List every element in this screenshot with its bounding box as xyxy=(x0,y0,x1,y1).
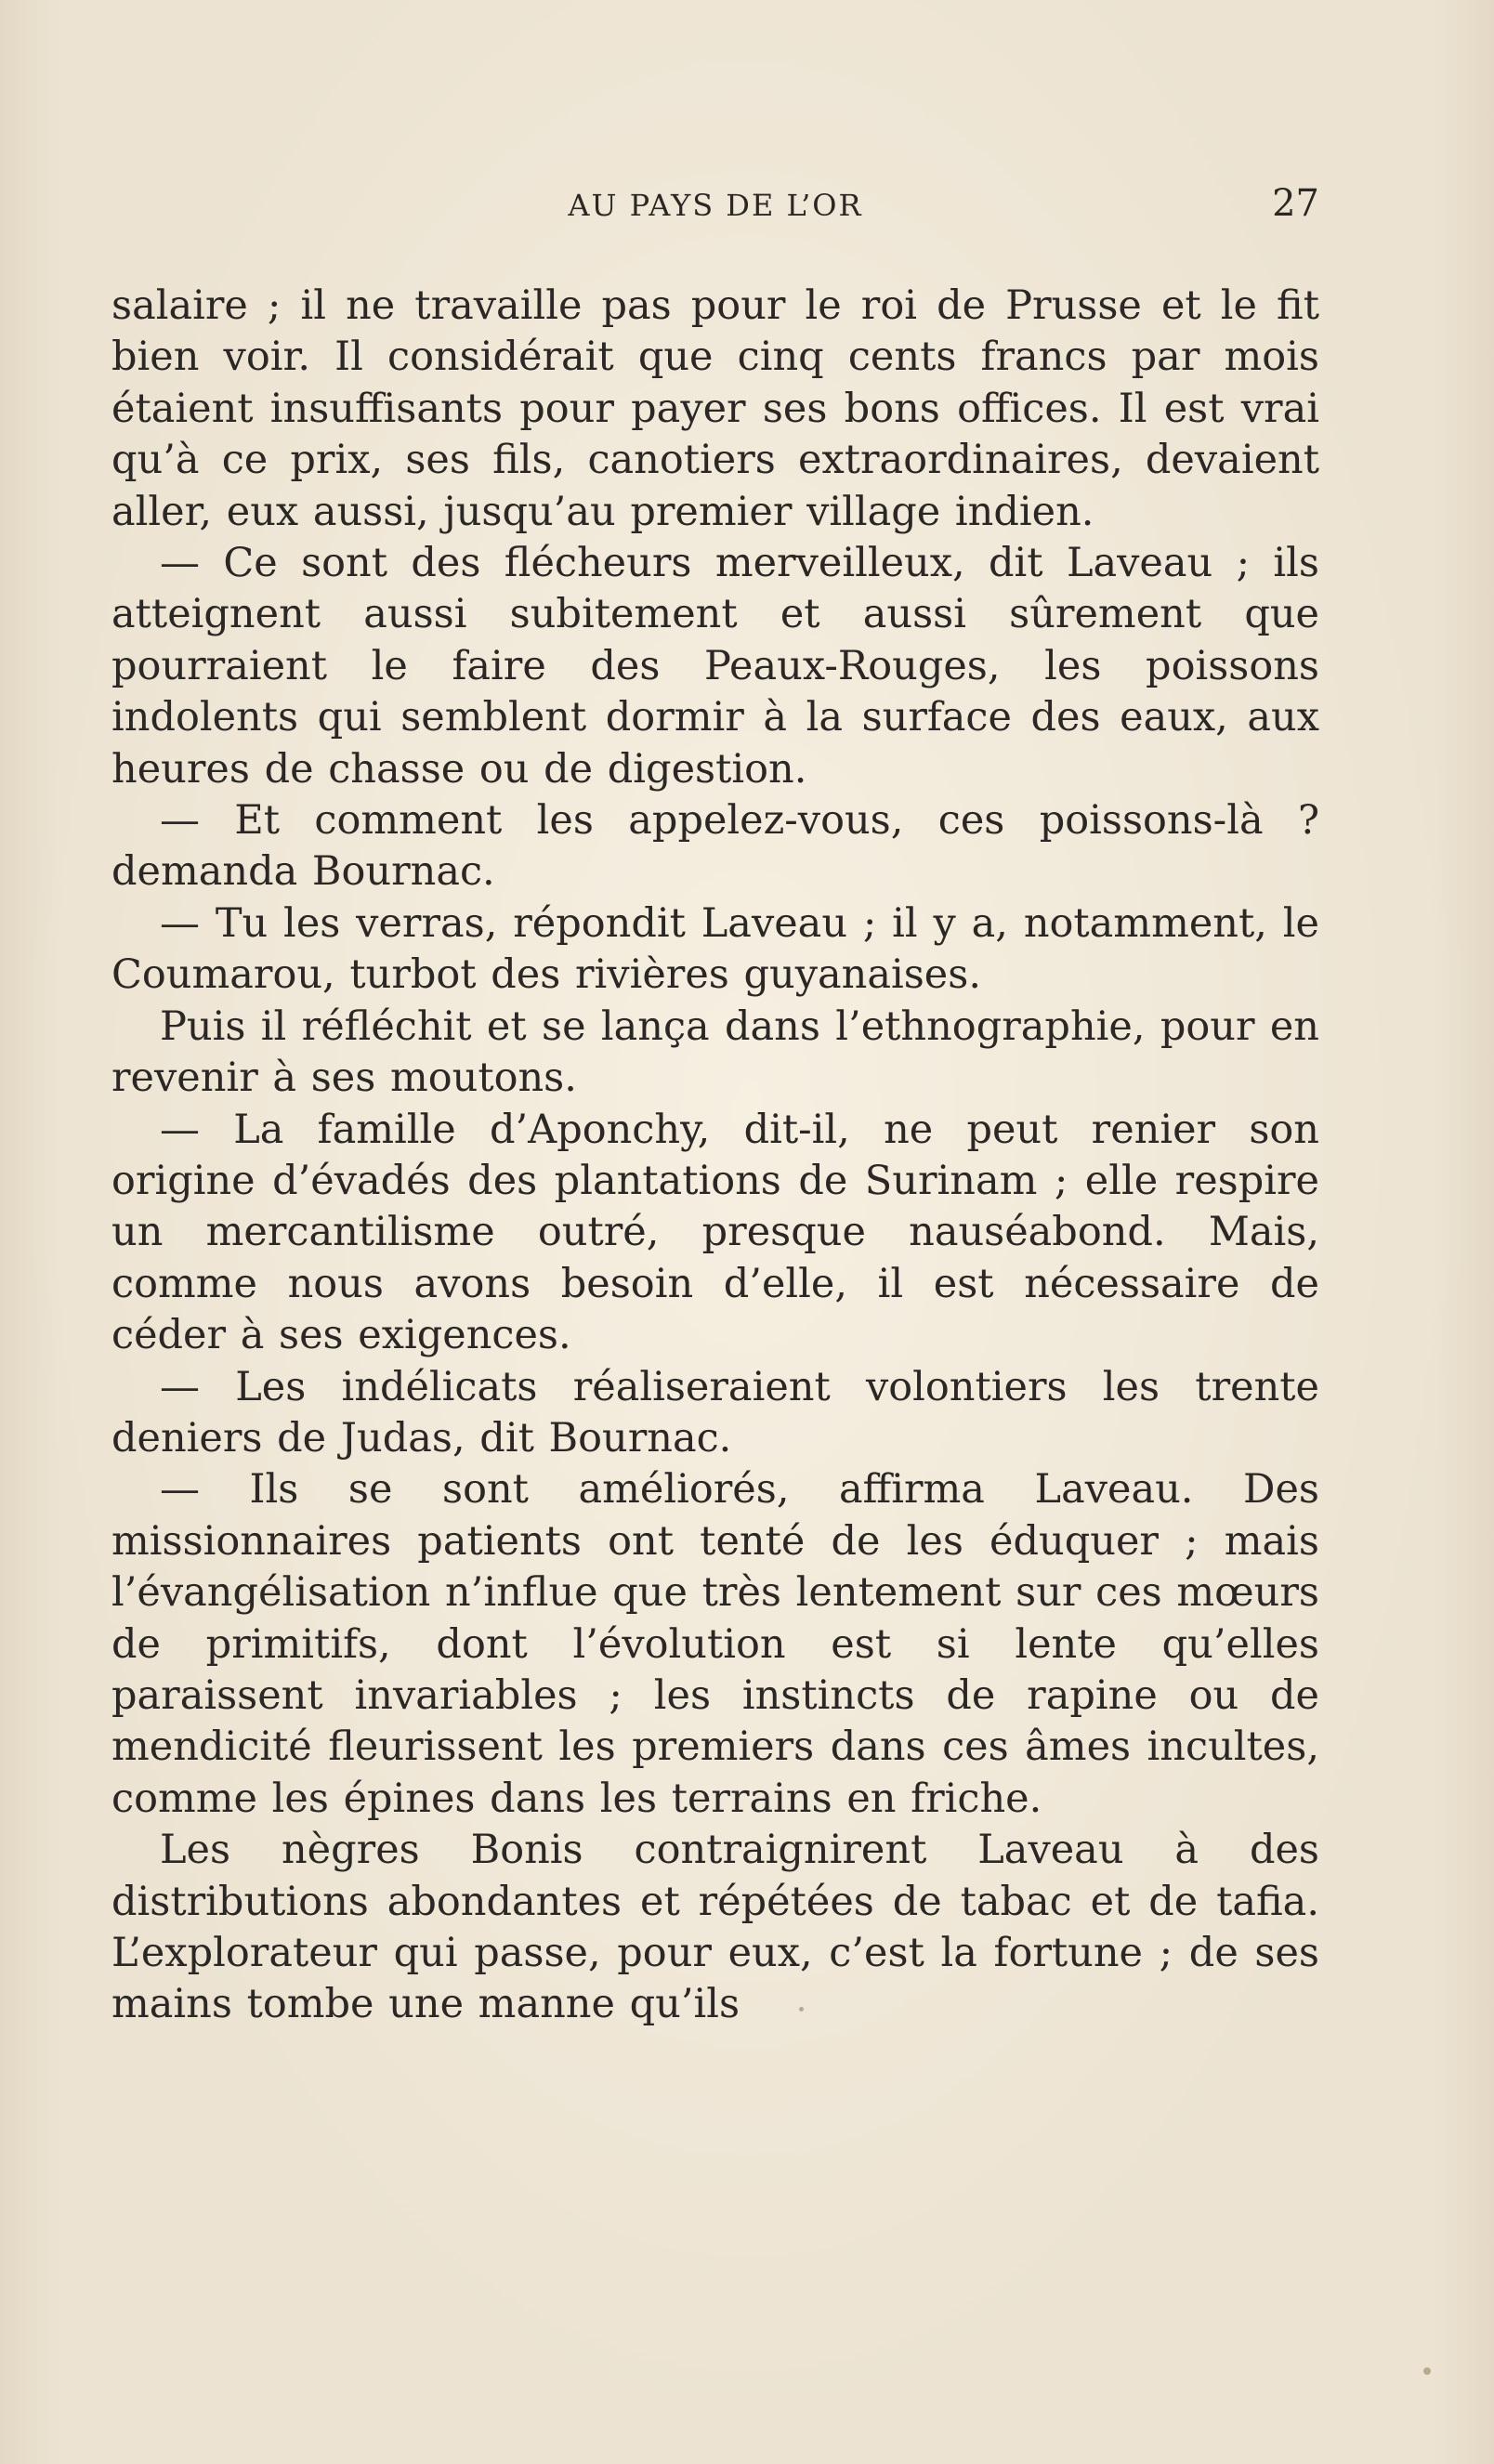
paragraph: — Ils se sont améliorés, affirma Laveau. Des missionnaires patients ont tenté de les éduquer ; mais l’évangélisation n’influe que très lentement sur ces mœurs de primitifs, dont l’évolution est si lente qu’elles paraissent invariables ; les instincts de rapine ou de mendicité fleurissent les premiers dans ces âmes incultes, comme les épines dans les terrains en friche. xyxy=(111,1466,1319,1822)
paper-speck xyxy=(799,2007,804,2012)
paragraph: — Les indélicats réaliseraient volontiers les trente deniers de Judas, dit Bournac. xyxy=(111,1363,1319,1461)
page-number: 27 xyxy=(1272,182,1319,225)
paragraph: — La famille d’Aponchy, dit-il, ne peut renier son origine d’évadés des plantations de Surinam ; elle respire un mercantilisme outré, presque nauséabond. Mais, comme nous avons besoin d’elle, il est nécessaire de céder à ses exigences. xyxy=(111,1106,1319,1359)
paragraph: — Ce sont des flécheurs merveilleux, dit Laveau ; ils atteignent aussi subitement et aussi sûrement que pourraient le faire des Peaux-Rouges, les poissons indolents qui semblent dormir à la surface des eaux, aux heures de chasse ou de digestion. xyxy=(111,540,1319,793)
paragraph: — Tu les verras, répondit Laveau ; il y a, notamment, le Coumarou, turbot des rivières guyanaises. xyxy=(111,899,1319,999)
body-text xyxy=(111,281,1319,2031)
paragraph: Les nègres Bonis contraignirent Laveau à des distributions abondantes et répétées de tabac et de tafia. L’explorateur qui passe, pour eux, c’est la fortune ; de ses mains tombe une manne qu’ils xyxy=(111,1827,1319,2028)
page-header xyxy=(111,182,1319,238)
paragraph: Puis il réfléchit et se lança dans l’ethnographie, pour en revenir à ses moutons. xyxy=(111,1003,1319,1102)
paragraph: salaire ; il ne travaille pas pour le roi de Prusse et le fit bien voir. Il considérait que cinq cents francs par mois étaient insuffisants pour payer ses bons offices. Il est vrai qu’à ce prix, ses fils, canotiers extraordinaires, devaient aller, eux aussi, jusqu’au premier village indien. xyxy=(111,282,1319,535)
running-title: AU PAYS DE L’OR xyxy=(568,188,863,223)
paper-speck xyxy=(1423,2367,1431,2375)
paragraph: — Et comment les appelez-vous, ces poissons-là ? demanda Bournac. xyxy=(111,797,1319,896)
